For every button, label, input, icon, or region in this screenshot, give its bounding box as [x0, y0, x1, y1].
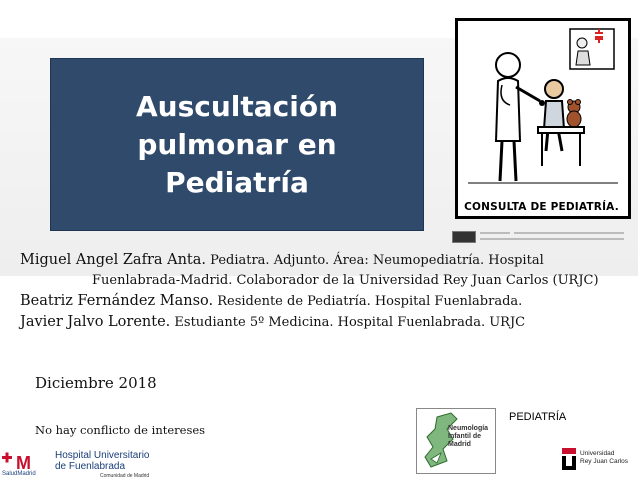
- hospital-name: Hospital Universitario de Fuenlabrada: [55, 450, 150, 472]
- cc-license-icon: [452, 231, 476, 243]
- author-name: Beatriz Fernández Manso.: [20, 293, 214, 309]
- authors-list: [20, 250, 620, 333]
- author-row: [20, 291, 620, 312]
- title-box: [50, 58, 424, 231]
- conflict-of-interest: No hay conflicto de intereses: [35, 423, 206, 437]
- slide-title: Auscultación pulmonar en Pediatría: [135, 89, 339, 199]
- comunidad-madrid-text: Comunidad de Madrid: [100, 473, 150, 479]
- author-details-cont: Fuenlabrada-Madrid. Colaborador de la Universidad Rey Juan Carlos (URJC): [92, 273, 599, 288]
- author-details: Estudiante 5º Medicina. Hospital Fuenlabrada. URJC: [174, 315, 526, 330]
- urjc-logo: [556, 440, 638, 478]
- license-strip: [452, 228, 632, 244]
- author-row: [20, 312, 620, 333]
- urjc-emblem-icon: [558, 446, 580, 474]
- author-name: Miguel Angel Zafra Anta.: [20, 252, 207, 268]
- svg-text:M: M: [16, 453, 31, 472]
- author-name: Javier Jalvo Lorente.: [20, 314, 171, 330]
- pictogram-caption: CONSULTA DE PEDIATRÍA.: [464, 201, 619, 213]
- author-details: Residente de Pediatría. Hospital Fuenlabrada.: [217, 294, 523, 309]
- neumologia-infantil-logo: [416, 408, 496, 474]
- neumologia-text: Neumología Infantil de Madrid: [448, 425, 489, 448]
- hospital-fuenlabrada-logo: [0, 450, 160, 478]
- doctor-child-illustration: [458, 21, 628, 216]
- urjc-name: Universidad Rey Juan Carlos: [580, 450, 629, 465]
- pediatric-consultation-pictogram: [455, 18, 631, 219]
- pediatria-label: PEDIATRÍA: [509, 411, 567, 423]
- author-details: Pediatra. Adjunto. Área: Neumopediatría. Hospital: [210, 253, 544, 268]
- salud-madrid-icon: [0, 450, 54, 472]
- presentation-date: Diciembre 2018: [35, 374, 157, 392]
- author-row: [20, 250, 620, 291]
- salud-madrid-text: SaludMadrid: [2, 471, 36, 477]
